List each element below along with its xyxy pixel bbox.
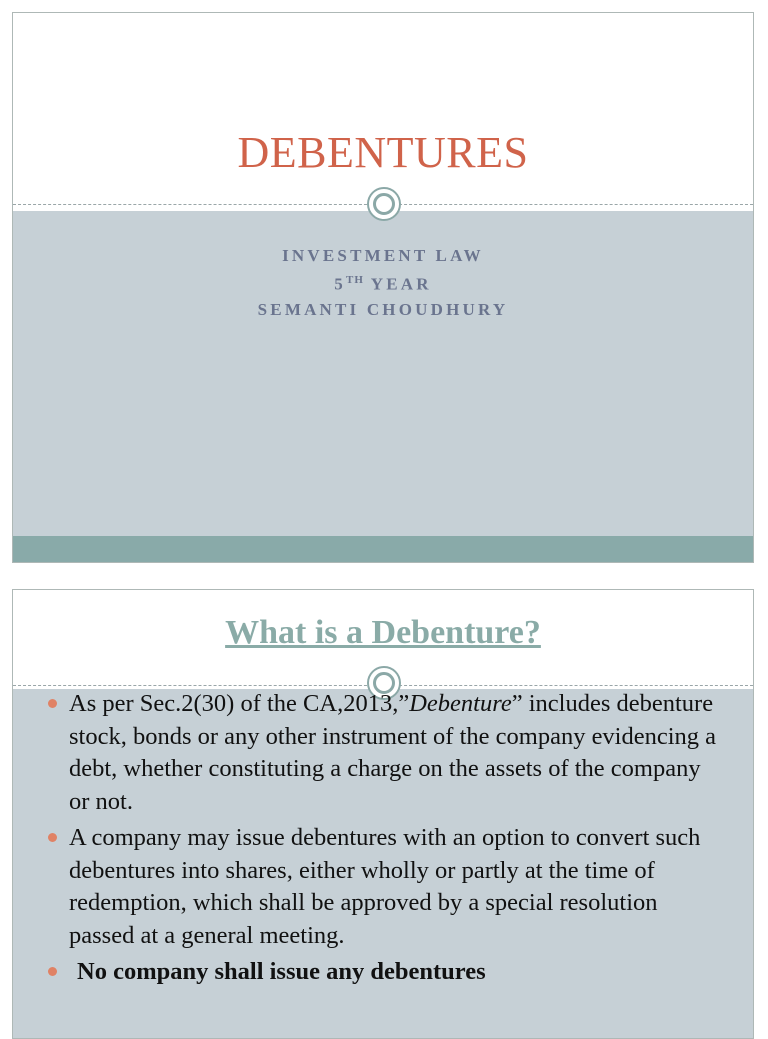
slide-title: DEBENTURES: [237, 128, 529, 177]
bottom-band: [13, 536, 753, 562]
subtitle-author: SEMANTI CHOUDHURY: [257, 299, 509, 319]
year-number: 5: [334, 274, 346, 294]
term-debenture: Debenture: [409, 690, 512, 717]
definition-slide: [12, 589, 754, 1039]
list-item: No company shall issue any debentures: [47, 956, 723, 989]
bullet-dot-icon: [48, 967, 57, 976]
bullet-list: [47, 688, 723, 993]
year-suffix: TH: [346, 274, 364, 286]
year-label: YEAR: [363, 274, 432, 294]
bullet-dot-icon: [48, 833, 57, 842]
bullet-dot-icon: [48, 699, 57, 708]
list-item: A company may issue debentures with an option to convert such debentures into shares, either wholly or partly at the time of redemption, which shall be approved by a special resolution passed at a general meeting.: [47, 822, 723, 952]
subtitle-course: INVESTMENT LAW: [282, 246, 484, 265]
slide-subtitle: [13, 243, 753, 322]
title-slide: [12, 12, 754, 563]
circle-ring-ornament-icon: [367, 187, 401, 221]
list-item: As per Sec.2(30) of the CA,2013,”Debenture” includes debenture stock, bonds or any other instrument of the company evidencing a debt, whether constituting a charge on the assets of the company or not.: [47, 688, 723, 818]
slide-header-area: [13, 13, 753, 211]
subtitle-year: [13, 268, 753, 297]
slide-heading: What is a Debenture?: [225, 614, 541, 651]
